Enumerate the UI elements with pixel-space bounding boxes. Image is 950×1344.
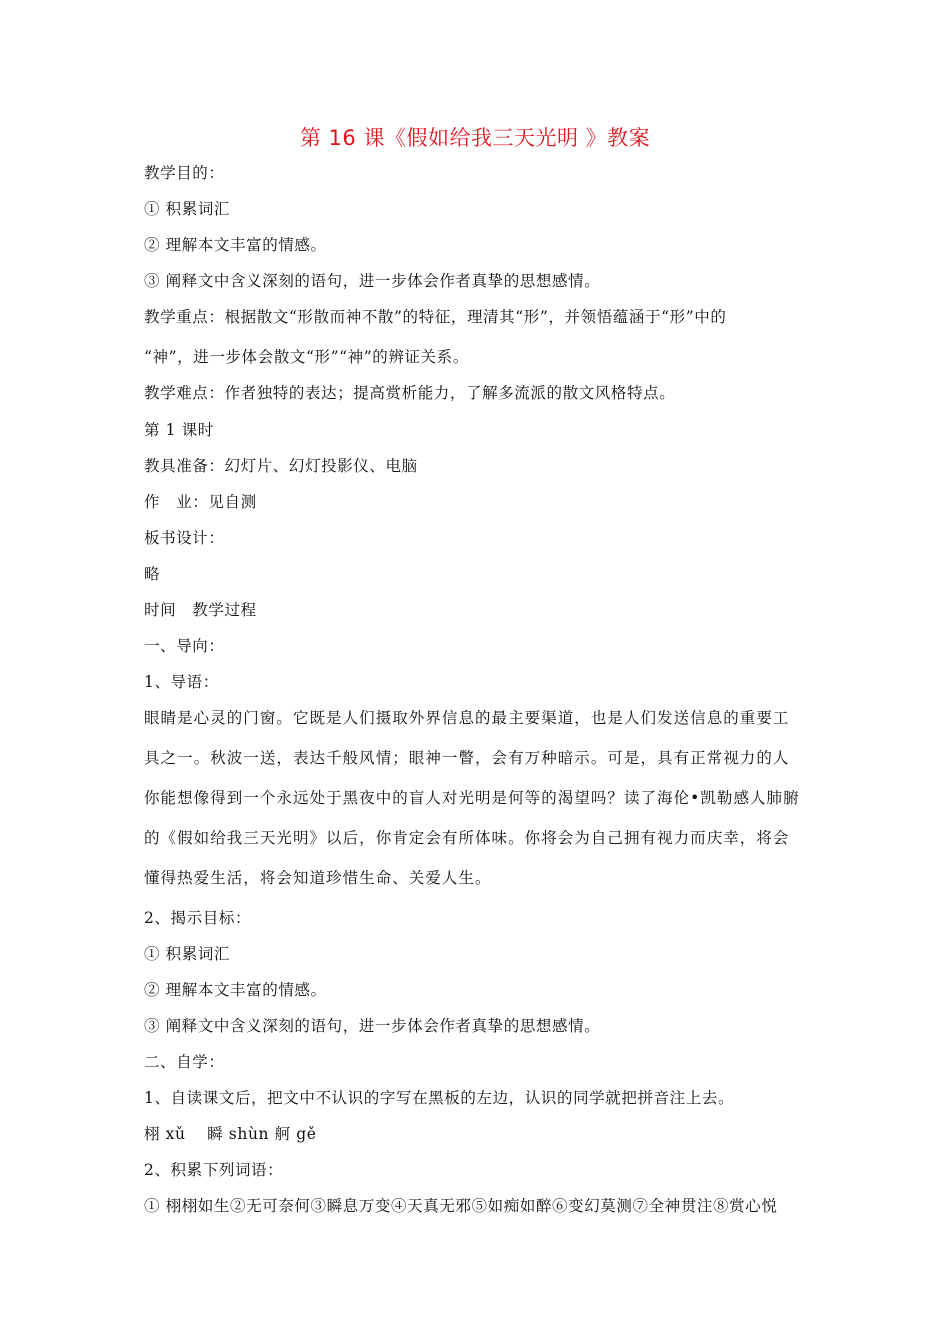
key-points-line-1: 教学重点：根据散文“形散而神不散”的特征，理清其“形”，并领悟蕴涵于“形”中的 <box>144 308 727 326</box>
self-study-step-1: 1、自读课文后，把文中不认识的字写在黑板的左边，认识的同学就把拼音注上去。 <box>144 1089 735 1107</box>
intro-line-4: 的《假如给我三天光明》以后，你肯定会有所体味。你将会为自己拥有视力而庆幸，将会 <box>144 829 790 847</box>
board-design-heading: 板书设计： <box>144 529 225 547</box>
reveal-goal-item-3: ③ 阐释文中含义深刻的语句，进一步体会作者真挚的思想感情。 <box>144 1017 601 1035</box>
intro-line-3: 你能想像得到一个永远处于黑夜中的盲人对光明是何等的渴望吗？读了海伦•凯勒感人肺腑 <box>144 789 800 807</box>
self-study-step-2: 2、积累下列词语： <box>144 1161 284 1179</box>
lesson-plan-title: 第 16 课《假如给我三天光明 》教案 <box>299 126 651 150</box>
board-design-content: 略 <box>144 565 161 583</box>
time-process-heading: 时间 教学过程 <box>144 601 257 619</box>
goal-item-2: ② 理解本文丰富的情感。 <box>144 236 327 254</box>
reveal-goal-item-2: ② 理解本文丰富的情感。 <box>144 981 327 999</box>
difficulty-text: 教学难点：作者独特的表达；提高赏析能力，了解多流派的散文风格特点。 <box>144 384 676 402</box>
vocabulary-list: ① 栩栩如生②无可奈何③瞬息万变④天真无邪⑤如痴如醉⑥变幻莫测⑦全神贯注⑧赏心悦 <box>144 1197 778 1215</box>
homework: 作 业：见自测 <box>144 493 257 511</box>
intro-line-5: 懂得热爱生活，将会知道珍惜生命、关爱人生。 <box>144 869 492 887</box>
goal-item-3: ③ 阐释文中含义深刻的语句，进一步体会作者真挚的思想感情。 <box>144 272 601 290</box>
pinyin-annotations: 栩 xǔ 瞬 shùn 舸 gě <box>144 1125 317 1143</box>
intro-line-1: 眼睛是心灵的门窗。它既是人们摄取外界信息的最主要渠道，也是人们发送信息的重要工 <box>144 709 790 727</box>
goal-item-1: ① 积累词汇 <box>144 200 231 218</box>
teaching-tools: 教具准备：幻灯片、幻灯投影仪、电脑 <box>144 457 418 475</box>
section-self-study: 二、自学： <box>144 1053 225 1071</box>
intro-heading: 1、导语： <box>144 673 219 691</box>
intro-paragraph <box>144 698 808 898</box>
lesson-period: 第 1 课时 <box>144 421 214 439</box>
section-orientation: 一、导向： <box>144 637 225 655</box>
reveal-goals-heading: 2、揭示目标： <box>144 909 252 927</box>
intro-line-2: 具之一。秋波一送，表达千般风情；眼神一瞥，会有万种暗示。可是，具有正常视力的人 <box>144 749 790 767</box>
key-points-line-2: “神”，进一步体会散文“形”“神”的辨证关系。 <box>144 348 469 366</box>
goals-heading: 教学目的： <box>144 164 225 182</box>
reveal-goal-item-1: ① 积累词汇 <box>144 945 231 963</box>
